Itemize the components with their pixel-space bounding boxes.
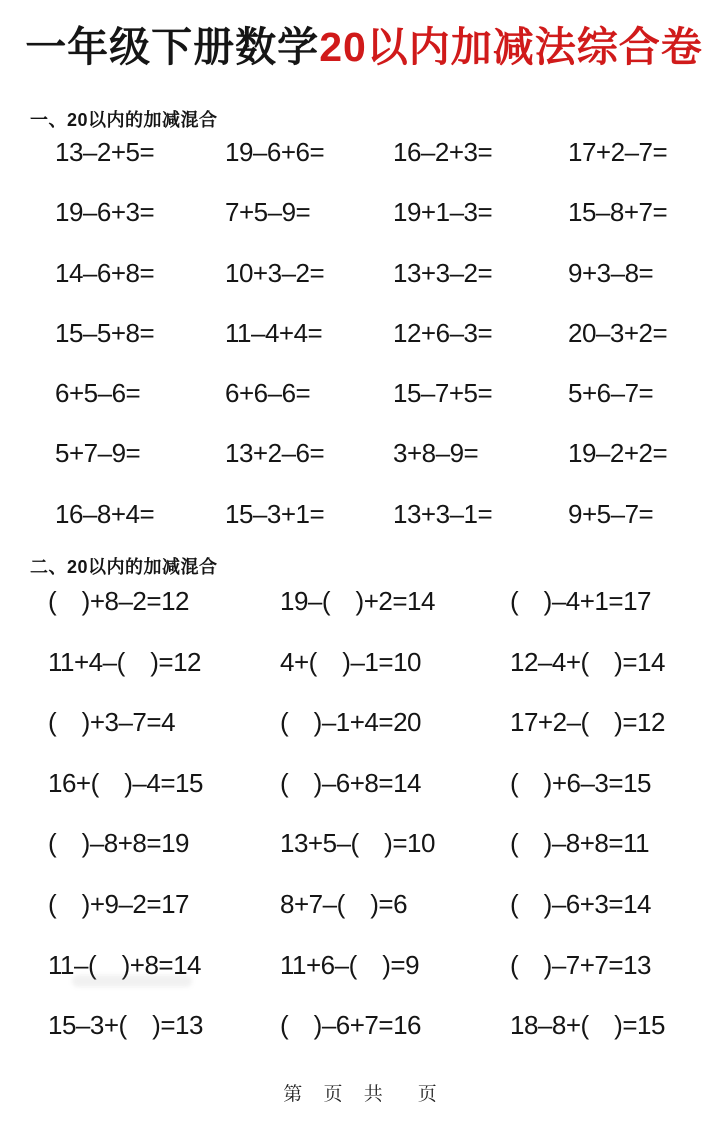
equation: 5+6–7=: [568, 378, 654, 409]
section1-equation-grid: [55, 139, 667, 561]
equation: 8+7–( )=6: [280, 888, 408, 919]
equation: 12–4+( )=14: [510, 646, 665, 677]
equation: 20–3+2=: [568, 317, 668, 348]
page-title-red: 20以内加减法综合卷: [319, 24, 703, 70]
equation: 15–8+7=: [568, 197, 668, 228]
equation: 19–2+2=: [568, 438, 668, 469]
equation: 16–2+3=: [393, 137, 493, 167]
equation: 13+5–( )=10: [280, 828, 435, 859]
section2-equation-grid: [48, 588, 665, 1073]
equation: 19+1–3=: [393, 197, 493, 228]
equation: 11+6–( )=9: [280, 949, 420, 980]
section2-heading: 二、20以内的加减混合: [30, 557, 218, 577]
equation: 16–8+4=: [55, 498, 155, 529]
scan-smudge-artifact: [72, 975, 192, 987]
equation: ( )–8+8=19: [48, 828, 189, 859]
equation: 14–6+8=: [55, 257, 155, 288]
equation: 13+3–2=: [393, 257, 493, 288]
equation: 9+3–8=: [568, 257, 654, 288]
page-footer: 第 页 共 页: [283, 1084, 445, 1105]
equation: 15–5+8=: [55, 317, 155, 348]
equation: ( )+8–2=12: [48, 586, 189, 616]
equation: 15–7+5=: [393, 378, 493, 409]
equation: 5+7–9=: [55, 438, 141, 469]
equation: 12+6–3=: [393, 317, 493, 348]
equation: 17+2–7=: [568, 137, 668, 167]
equation: ( )–6+3=14: [510, 888, 651, 919]
equation: 15–3+( )=13: [48, 1010, 203, 1041]
equation: ( )–8+8=11: [510, 828, 650, 859]
equation: 13+3–1=: [393, 498, 493, 529]
equation: 17+2–( )=12: [510, 707, 665, 738]
equation: ( )+3–7=4: [48, 707, 176, 738]
equation: ( )–6+7=16: [280, 1010, 421, 1041]
page-title-black: 一年级下册数学: [25, 24, 320, 70]
equation: 7+5–9=: [225, 197, 311, 228]
equation: 6+6–6=: [225, 378, 311, 409]
equation: 10+3–2=: [225, 257, 325, 288]
equation: ( )+6–3=15: [510, 767, 651, 798]
equation: 3+8–9=: [393, 438, 479, 469]
equation: ( )+9–2=17: [48, 888, 189, 919]
equation: 19–6+6=: [225, 137, 325, 167]
equation: 16+( )–4=15: [48, 767, 203, 798]
equation: 4+( )–1=10: [280, 646, 421, 677]
equation: 19–6+3=: [55, 197, 155, 228]
page-title: [0, 24, 728, 71]
equation: 13+2–6=: [225, 438, 325, 469]
equation: 11+4–( )=12: [48, 646, 202, 677]
equation: 6+5–6=: [55, 378, 141, 409]
equation: ( )–6+8=14: [280, 767, 421, 798]
equation: 15–3+1=: [225, 498, 325, 529]
equation: 9+5–7=: [568, 498, 654, 529]
equation: 13–2+5=: [55, 137, 155, 167]
equation: 18–8+( )=15: [510, 1010, 665, 1041]
equation: ( )–7+7=13: [510, 949, 651, 980]
equation: ( )–4+1=17: [510, 586, 651, 616]
equation: ( )–1+4=20: [280, 707, 421, 738]
equation: 11–4+4=: [225, 317, 323, 348]
equation: 11–( )+8=14: [48, 949, 202, 980]
equation: 19–( )+2=14: [280, 586, 435, 616]
section1-heading: 一、20以内的加减混合: [30, 110, 218, 130]
